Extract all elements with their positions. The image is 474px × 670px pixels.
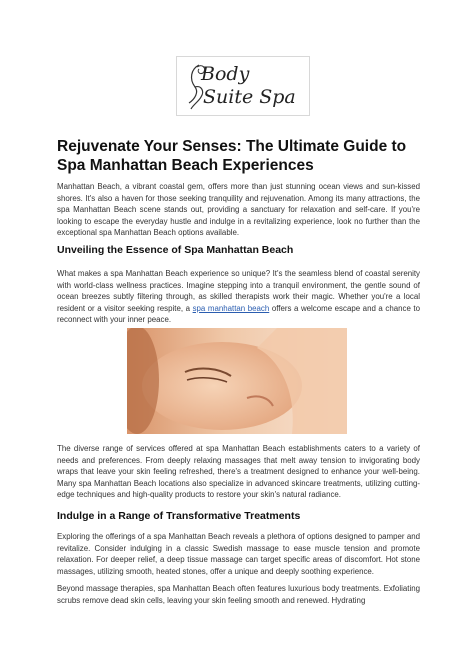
- spa-facial-photo: [127, 328, 347, 434]
- treatments-paragraph-2: Beyond massage therapies, spa Manhattan Beach often features luxurious body treatments. Exfoliating scrubs remove dead skin cells, leaving your skin feeling smooth and renewed. Hydrating: [57, 584, 420, 605]
- brand-logo: [176, 56, 310, 116]
- logo-text-line1: Body: [201, 63, 250, 85]
- services-paragraph: The diverse range of services offered at spa Manhattan Beach establishments caters to a variety of needs and preferences. From deeply relaxing massages that melt away tension to invigorating body wraps that leave your skin feeling refreshed, there's a treatment designed to enhance your well-being. Many spa Manhattan Beach locations also specialize in advanced skincare treatments, utilizing cutting-edge techniques and high-quality products to restore your skin's natural radiance.: [57, 444, 420, 500]
- essence-paragraph: [57, 268, 420, 326]
- section-heading-treatments: Indulge in a Range of Transformative Treatments: [57, 510, 301, 522]
- spa-manhattan-beach-link[interactable]: spa manhattan beach: [192, 303, 270, 313]
- treatments-paragraph-1: Exploring the offerings of a spa Manhattan Beach reveals a plethora of options designed to pamper and revitalize. Consider indulging in a classic Swedish massage to ease muscle tension and promote relaxation. For deeper relief, a deep tissue massage can target specific areas of discomfort. Hot stone massages, utilizing smooth, heated stones, offer a unique and deeply soothing experience.: [57, 532, 420, 576]
- logo-text-line2: Suite Spa: [203, 86, 296, 108]
- section-heading-essence: Unveiling the Essence of Spa Manhattan Beach: [57, 244, 294, 256]
- essence-text-end: offers a welcome escape and a chance to reconnect with your inner peace.: [57, 303, 420, 325]
- page-title: Rejuvenate Your Senses: The Ultimate Guide to Spa Manhattan Beach Experiences: [57, 138, 407, 174]
- essence-text-start: What makes a spa Manhattan Beach experience so unique? It's the seamless blend of coastal serenity with world-class wellness practices. Imagine stepping into a tranquil environment, the gentle sound of ocean breezes subtly filtering through, as skilled therapists work their magic. Whether you're a local resident or a visitor seeking respite, a: [57, 269, 420, 313]
- intro-paragraph: Manhattan Beach, a vibrant coastal gem, offers more than just stunning ocean views and sun-kissed shores. It's also a haven for those seeking tranquility and rejuvenation. Among its many attractions, the spa Manhattan Beach scene stands out, providing a sanctuary for relaxation and self-care. If you're looking to escape the everyday hustle and indulge in a revitalizing experience, look no further than the exceptional spa Manhattan Beach options available.: [57, 182, 420, 238]
